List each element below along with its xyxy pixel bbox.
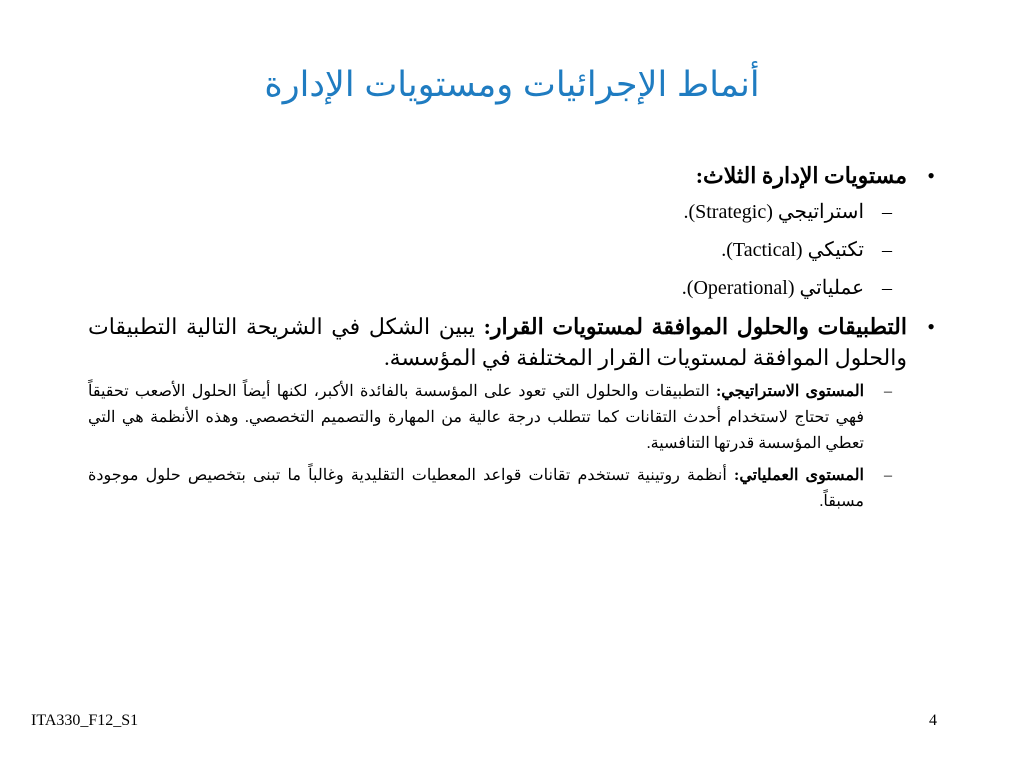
- dash-marker: –: [882, 201, 892, 223]
- bullet-management-levels: [88, 160, 935, 191]
- bullet-marker: •: [927, 163, 935, 188]
- bullet-applications: [88, 311, 935, 373]
- bullet-text: مستويات الإدارة الثلاث:: [695, 163, 907, 188]
- detail-strategic-level: [88, 379, 892, 457]
- footer-page-number: 4: [929, 712, 937, 729]
- sub-item-strategic: [88, 197, 892, 227]
- sub-item-operational: [88, 273, 892, 303]
- detail-text: أنظمة روتينية تستخدم تقانات قواعد المعطيات التقليدية وغالباً ما تبنى بتخصيص حلول موجودة مسبقاً.: [88, 467, 864, 510]
- detail-operational-level: [88, 463, 892, 515]
- dash-marker: –: [884, 467, 892, 484]
- bullet-text: يبين الشكل في الشريحة التالية التطبيقات والحلول الموافقة لمستويات القرار المختلفة في المؤسسة.: [88, 314, 907, 370]
- sub-item-label: تكتيكي: [807, 239, 864, 261]
- bullet-strong-text: التطبيقات والحلول الموافقة لمستويات القرار:: [483, 314, 907, 339]
- sub-item-english: (Operational).: [681, 277, 795, 299]
- sub-item-tactical: [88, 235, 892, 265]
- sub-item-label: استراتيجي: [777, 201, 864, 223]
- bullet-marker: •: [927, 314, 935, 339]
- slide-content: [88, 160, 935, 521]
- dash-marker: –: [884, 383, 892, 400]
- detail-text: التطبيقات والحلول التي تعود على المؤسسة بالفائدة الأكبر، لكنها أيضاً الحلول الأصعب تحقيقاً فهي تحتاج لاستخدام أحدث التقانات كما تتطلب درجة عالية من المهارة والتصميم التخصصي. وهذه الأنظمة هي التي تعطي المؤسسة قدرتها التنافسية.: [88, 383, 864, 452]
- detail-strong-text: المستوى العملياتي:: [733, 467, 865, 484]
- sub-item-english: (Strategic).: [683, 201, 773, 223]
- footer-course-code: ITA330_F12_S1: [31, 712, 139, 729]
- dash-marker: –: [882, 239, 892, 261]
- detail-strong-text: المستوى الاستراتيجي:: [715, 383, 865, 400]
- slide-title: أنماط الإجرائيات ومستويات الإدارة: [264, 65, 760, 104]
- sub-item-english: (Tactical).: [721, 239, 803, 261]
- sub-item-label: عملياتي: [799, 277, 864, 299]
- dash-marker: –: [882, 277, 892, 299]
